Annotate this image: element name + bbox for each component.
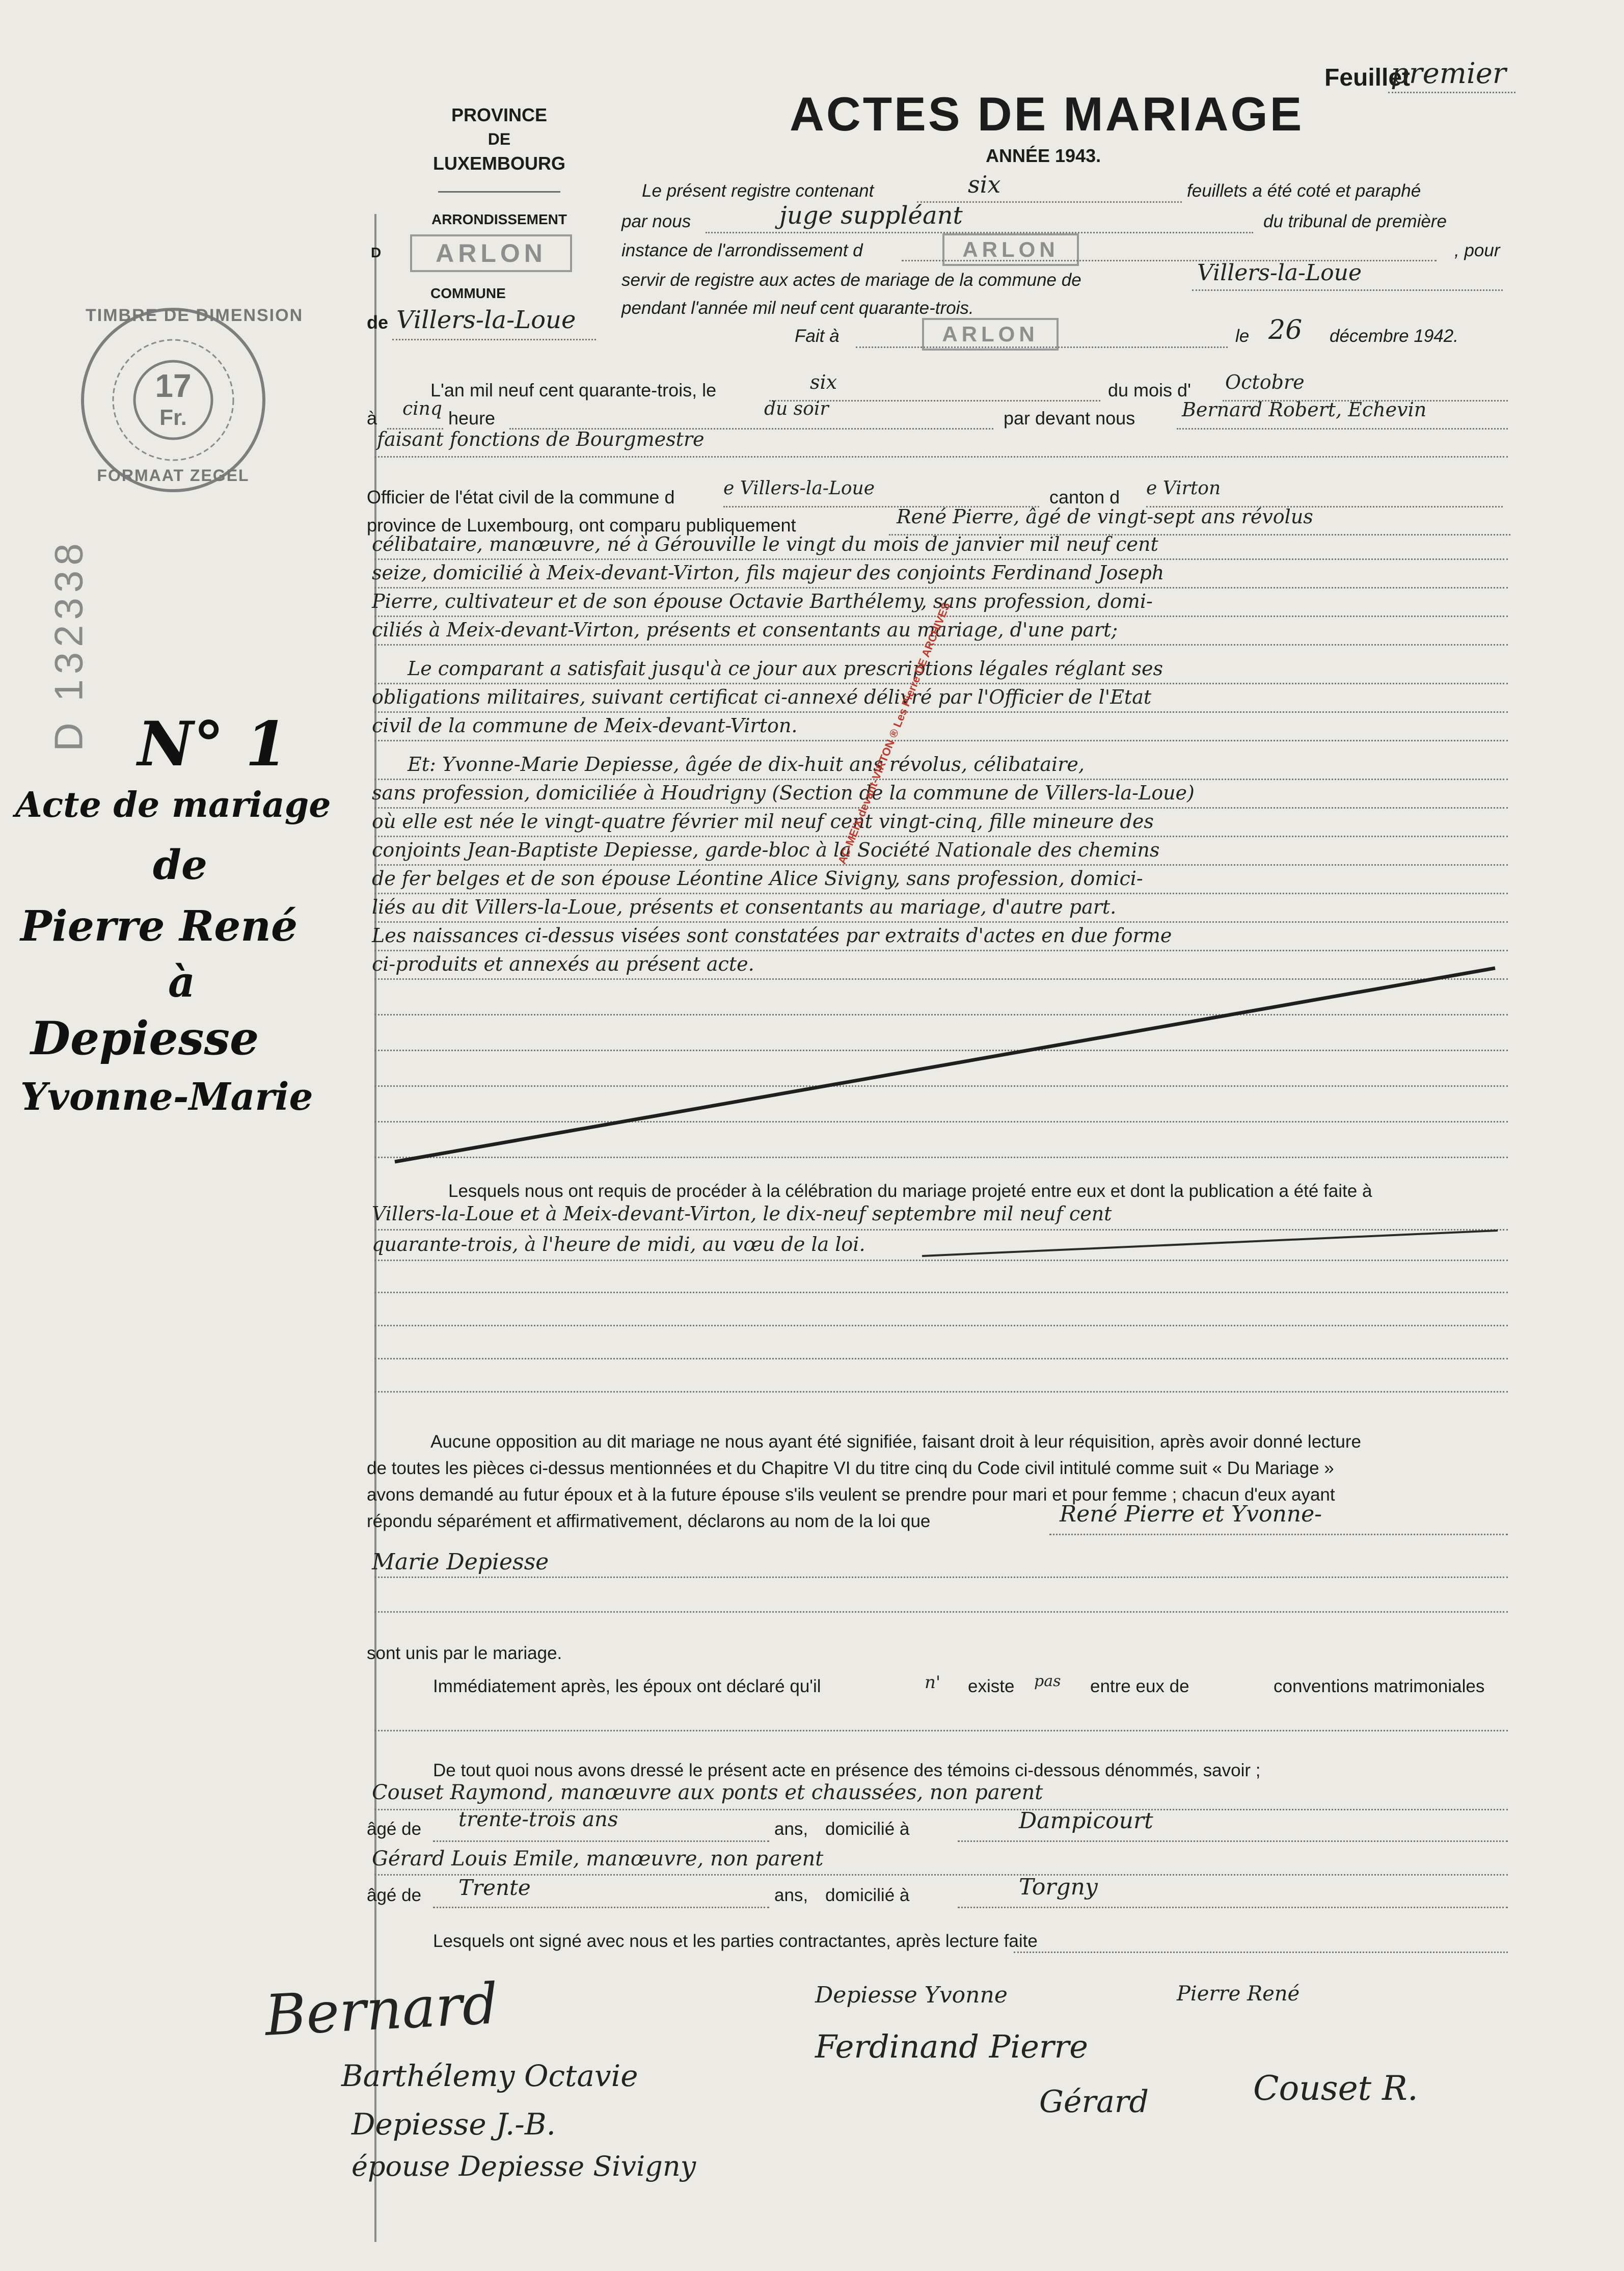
preamble-line2-end: du tribunal de première — [1263, 211, 1447, 231]
body-line8: obligations militaires, suivant certificat ci-annexé délivré par l'Officier de l'Etat — [372, 686, 1152, 708]
signature-mother-groom: Barthélemy Octavie — [341, 2059, 638, 2093]
margin-de: de — [153, 841, 207, 889]
publication-text: Lesquels nous ont requis de procéder à la célébration du mariage projeté entre eux et dont la publication a été faite à — [448, 1181, 1372, 1201]
page-title: ACTES DE MARIAGE — [790, 87, 1304, 141]
witnesses-closing: Lesquels ont signé avec nous et les parties contractantes, après lecture faite — [433, 1931, 1038, 1951]
signature-father-bride: Depiesse J.-B. — [351, 2107, 556, 2142]
officer-function: faisant fonctions de Bourgmestre — [377, 428, 705, 450]
annee: ANNÉE 1943. — [986, 145, 1101, 166]
spouses-names-1: René Pierre et Yvonne- — [1060, 1501, 1322, 1527]
body-line9: civil de la commune de Meix-devant-Virton. — [372, 714, 798, 737]
body-line7: Le comparant a satisfait jusqu'à ce jour aux prescriptions légales réglant ses — [408, 657, 1163, 680]
province-line1: PROVINCE — [451, 104, 548, 125]
preamble-line1: Le présent registre contenant — [642, 181, 874, 201]
signature-mother-bride: épouse Depiesse Sivigny — [351, 2150, 696, 2182]
body-line14: de fer belges et de son épouse Léontine Alice Sivigny, sans profession, domici- — [372, 867, 1143, 890]
witness1-age-label: âgé de — [367, 1819, 422, 1839]
province-line3: LUXEMBOURG — [433, 153, 565, 174]
preamble-line2: par nous — [621, 211, 691, 231]
body-line15: liés au dit Villers-la-Loue, présents et consentants au mariage, d'autre part. — [372, 896, 1117, 918]
register-date-day: 26 — [1268, 315, 1303, 345]
arrondissement-prefix: D — [371, 245, 382, 260]
act-hour-label: heure — [448, 408, 496, 429]
act-moment: du soir — [764, 398, 829, 419]
act-year-text: L'an mil neuf cent quarante-trois, le — [430, 380, 717, 400]
signature-father-groom: Ferdinand Pierre — [815, 2028, 1088, 2065]
body-line1: Officier de l'état civil de la commune d — [367, 487, 675, 507]
feuillet-label: Feuillet — [1324, 64, 1411, 91]
signature-officer: Bernard — [263, 1971, 500, 2048]
body-line4: seize, domicilié à Meix-devant-Virton, fils majeur des conjoints Ferdinand Joseph — [372, 562, 1165, 584]
opposition-line3: avons demandé au futur époux et à la future épouse s'ils veulent se prendre pour mari et pour femme ; chacun d'eux ayant — [367, 1485, 1335, 1505]
publication-cancel-stroke — [917, 1225, 1503, 1266]
preamble-line4: servir de registre aux actes de mariage de la commune de — [621, 270, 1081, 290]
arlon-stamp-2: ARLON — [942, 233, 1079, 266]
act-hour: cinq — [402, 398, 442, 419]
tax-stamp-value: 17 — [155, 367, 192, 404]
body-line17: ci-produits et annexés au présent acte. — [372, 953, 754, 975]
par-devant-label: par devant nous — [1004, 408, 1135, 429]
act-hour-prefix: à — [367, 408, 377, 429]
body-line5: Pierre, cultivateur et de son épouse Octavie Barthélemy, sans profession, domi- — [372, 590, 1153, 612]
tax-stamp-bottom-text: FORMAAT ZEGEL — [97, 466, 250, 485]
body-line11: sans profession, domiciliée à Houdrigny (Section de la commune de Villers-la-Loue) — [372, 782, 1195, 804]
witness1-name: Couset Raymond, manœuvre aux ponts et chaussées, non parent — [372, 1781, 1043, 1804]
act-day: six — [810, 371, 837, 393]
signature-bride: Depiesse Yvonne — [815, 1982, 1008, 2008]
witness2-dom-label: domicilié à — [825, 1885, 910, 1905]
serial-number: D 132338 — [46, 538, 91, 752]
conventions-pas: pas — [1034, 1672, 1061, 1690]
groom-name-age: René Pierre, âgé de vingt-sept ans révolus — [897, 505, 1313, 528]
preamble-line3: instance de l'arrondissement d — [621, 241, 863, 260]
body-line2: province de Luxembourg, ont comparu publiquement — [367, 515, 796, 536]
witness1-age: trente-trois ans — [458, 1808, 618, 1831]
witness2-age-label: âgé de — [367, 1885, 422, 1905]
unis-par-mariage: sont unis par le mariage. — [367, 1643, 562, 1663]
register-date-rest: décembre 1942. — [1330, 326, 1458, 346]
officer-name: Bernard Robert, Echevin — [1182, 398, 1427, 421]
act-month: Octobre — [1225, 371, 1305, 393]
paraphed-by: juge suppléant — [779, 201, 963, 230]
act-commune: e Villers-la-Loue — [723, 478, 875, 499]
fait-a-stamp: ARLON — [922, 318, 1059, 351]
body-line12: où elle est née le vingt-quatre février mil neuf cent vingt-cinq, fille mineure des — [372, 810, 1154, 833]
witnesses-intro: De tout quoi nous avons dressé le présent acte en présence des témoins ci-dessous dénommés, savoir ; — [433, 1760, 1261, 1780]
margin-groom: Pierre René — [20, 902, 298, 951]
province-line2: DE — [488, 130, 511, 148]
body-line16: Les naissances ci-dessus visées sont constatées par extraits d'actes en due forme — [372, 924, 1172, 947]
le-label: le — [1235, 326, 1250, 346]
opposition-line4: répondu séparément et affirmativement, déclarons au nom de la loi que — [367, 1511, 931, 1531]
signature-witness1: Couset R. — [1253, 2069, 1418, 2108]
register-feuillets-count: six — [968, 171, 1001, 198]
margin-bride-firstname: Yvonne-Marie — [20, 1075, 313, 1119]
opposition-line2: de toutes les pièces ci-dessus mentionnées et du Chapitre VI du titre cinq du Code civil intitulé comme suit « Du Mariage » — [367, 1458, 1334, 1478]
commune-value: Villers-la-Loue — [396, 306, 576, 334]
arlon-stamp: ARLON — [410, 234, 572, 272]
witness2-age: Trente — [458, 1875, 531, 1900]
commune-prefix: de — [367, 312, 389, 333]
conventions-existe: existe — [968, 1676, 1015, 1696]
canton-value: e Virton — [1146, 478, 1221, 499]
tax-stamp-unit: Fr. — [159, 405, 187, 430]
witness2-domicile: Torgny — [1019, 1874, 1098, 1900]
margin-title: Acte de mariage — [15, 785, 331, 825]
act-month-label: du mois d' — [1108, 380, 1191, 400]
preamble-line5: pendant l'année mil neuf cent quarante-trois. — [621, 298, 974, 318]
spouses-names-2: Marie Depiesse — [372, 1549, 549, 1575]
body-line10: Et: Yvonne-Marie Depiesse, âgée de dix-huit ans révolus, célibataire, — [408, 753, 1085, 776]
conventions-n: n' — [925, 1672, 941, 1693]
publication-line2: quarante-trois, à l'heure de midi, au vœu de la loi. — [372, 1233, 865, 1255]
opposition-line1: Aucune opposition au dit mariage ne nous ayant été signifiée, faisant droit à leur réquisition, après avoir donné lecture — [430, 1432, 1361, 1452]
conventions-text: Immédiatement après, les époux ont déclaré qu'il — [433, 1676, 821, 1696]
body-line3: célibataire, manœuvre, né à Gérouville le vingt du mois de janvier mil neuf cent — [372, 533, 1158, 555]
signature-groom: Pierre René — [1177, 1982, 1300, 2006]
canton-label: canton d — [1049, 487, 1120, 507]
body-line13: conjoints Jean-Baptiste Depiesse, garde-bloc à la Société Nationale des chemins — [372, 839, 1160, 861]
witness2-ans: ans, — [774, 1885, 808, 1905]
preamble-line3-end: , pour — [1454, 241, 1500, 260]
tax-stamp-top-text: TIMBRE DE DIMENSION — [86, 306, 304, 325]
witness1-domicile: Dampicourt — [1019, 1808, 1153, 1834]
preamble-line1-end: feuillets a été coté et paraphé — [1187, 181, 1421, 201]
arrondissement-label: ARRONDISSEMENT — [431, 211, 567, 227]
witness2-name: Gérard Louis Emile, manœuvre, non parent — [372, 1847, 824, 1871]
body-line6: ciliés à Meix-devant-Virton, présents et consentants au mariage, d'une part; — [372, 619, 1118, 641]
margin-bride-surname: Depiesse — [31, 1011, 259, 1065]
witness1-ans: ans, — [774, 1819, 808, 1839]
margin-a: à — [168, 958, 196, 1007]
cancel-stroke — [374, 958, 1515, 1172]
signature-witness2: Gérard — [1039, 2084, 1149, 2120]
feuillet-value: premier — [1391, 57, 1506, 90]
conventions-entre: entre eux de — [1090, 1676, 1189, 1696]
publication-line1: Villers-la-Loue et à Meix-devant-Virton, le dix-neuf septembre mil neuf cent — [372, 1203, 1112, 1225]
archive-watermark: AC-MEIX-devant-VIRTON ® Les Pierre DE ARCHIVES — [835, 600, 953, 866]
fait-a-label: Fait à — [795, 326, 840, 346]
commune-label: COMMUNE — [430, 285, 506, 301]
act-number: N° 1 — [138, 708, 288, 780]
witness1-dom-label: domicilié à — [825, 1819, 910, 1839]
conventions-matrimoniales: conventions matrimoniales — [1274, 1676, 1485, 1696]
register-commune: Villers-la-Loue — [1197, 260, 1362, 286]
